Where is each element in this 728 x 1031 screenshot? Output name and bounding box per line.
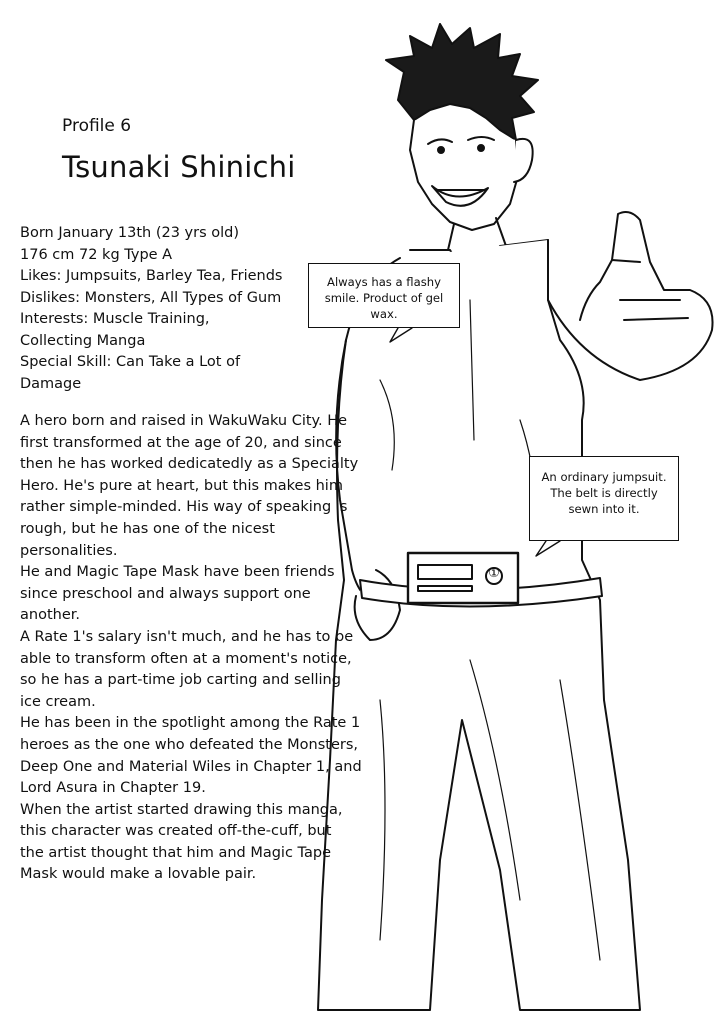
bio-line: another.: [20, 607, 80, 624]
bio-line: He and Magic Tape Mask have been friends: [20, 564, 335, 581]
bio-line: then he has worked dedicatedly as a Specialty: [20, 456, 359, 473]
bio-line: Lord Asura in Chapter 19.: [20, 780, 206, 797]
jumpsuit-note-balloon: [529, 456, 679, 541]
character-stats: [20, 223, 282, 395]
stat-interests: Interests: Muscle Training,: [20, 311, 210, 327]
smile-note-balloon: [308, 263, 460, 328]
character-name: Tsunaki Shinichi: [62, 150, 296, 184]
balloon-line: An ordinary jumpsuit.: [541, 470, 667, 484]
balloon-line: Always has a flashy: [327, 275, 441, 289]
belt-buckle-symbol: ①: [488, 566, 500, 581]
stat-interests-cont: Collecting Manga: [20, 332, 146, 349]
bio-line: personalities.: [20, 542, 118, 559]
character-bio: [20, 411, 362, 886]
bio-line: rough, but he has one of the nicest: [20, 520, 275, 537]
bio-line: heroes as the one who defeated the Monsters,: [20, 736, 359, 753]
bio-line: the artist thought that him and Magic Tape: [20, 844, 332, 861]
bio-line: first transformed at the age of 20, and since: [20, 434, 342, 451]
bio-line: When the artist started drawing this manga,: [20, 801, 343, 818]
bio-line: able to transform often at a moment's notice,: [20, 650, 352, 667]
stat-dislikes: Dislikes: Monsters, All Types of Gum: [20, 289, 282, 306]
bio-line: since preschool and always support one: [20, 585, 311, 602]
stat-birthday: Born January 13th (23 yrs old): [20, 225, 240, 241]
arm-thumbs-up: [548, 212, 713, 380]
stat-likes: Likes: Jumpsuits, Barley Tea, Friends: [20, 268, 283, 284]
bio-line: this character was created off-the-cuff, but: [20, 823, 332, 840]
face: [410, 120, 518, 230]
hair: [386, 24, 538, 140]
profile-number: Profile 6: [62, 116, 132, 136]
balloon-line: smile. Product of gel: [324, 291, 444, 305]
bio-line: He has been in the spotlight among the Rate 1: [20, 715, 361, 732]
bio-line: ice cream.: [20, 693, 96, 710]
balloon-line: sewn into it.: [568, 502, 640, 516]
bio-line: Deep One and Material Wiles in Chapter 1, and: [20, 758, 362, 775]
bio-line: so he has a part-time job carting and selling: [20, 672, 341, 689]
balloon-line: The belt is directly: [550, 486, 658, 500]
bio-line: A hero born and raised in WakuWaku City. He: [20, 413, 348, 429]
bio-line: A Rate 1's salary isn't much, and he has to be: [20, 628, 354, 645]
stat-special-skill: Special Skill: Can Take a Lot of: [20, 354, 241, 370]
stat-special-skill-cont: Damage: [20, 375, 82, 392]
bio-line: Mask would make a lovable pair.: [20, 866, 257, 883]
bio-line: rather simple-minded. His way of speaking is: [20, 499, 348, 516]
bio-line: Hero. He's pure at heart, but this makes him: [20, 477, 343, 494]
stat-height-weight-blood: 176 cm 72 kg Type A: [20, 246, 173, 263]
balloon-line: wax.: [370, 307, 398, 321]
